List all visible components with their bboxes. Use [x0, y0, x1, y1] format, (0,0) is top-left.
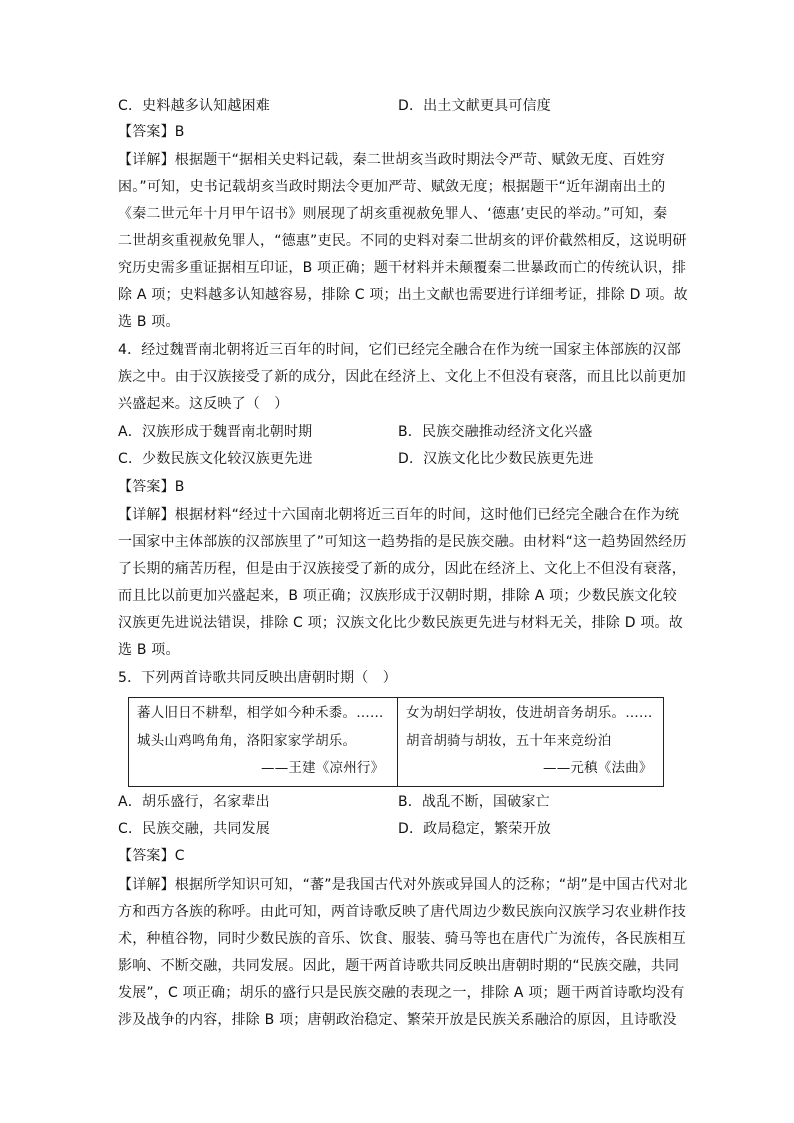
q4-explain-line: 而且比以前更加兴盛起来，B 项正确；汉族形成于汉朝时期，排除 A 项；少数民族文化较 — [118, 588, 677, 604]
q4-explain-line: 【详解】根据材料“经过十六国南北朝将近三百年的时间，这时他们已经完全融合在作为统 — [118, 507, 680, 523]
poem-left-line: 蕃人旧日不耕犁，相学如今种禾黍。…… — [137, 705, 384, 721]
q4-stem-line: 兴盛起来。这反映了（ ） — [118, 396, 289, 412]
q4-explain-line: 选 B 项。 — [118, 642, 180, 658]
q5-explain-line: 【详解】根据所学知识可知，“蕃”是我国古代对外族或异国人的泛称；“胡”是中国古代对北 — [118, 877, 688, 893]
q3-explain-line: 选 B 项。 — [118, 314, 180, 330]
q5-explain-line: 发展”，C 项正确；胡乐的盛行只是民族交融的表现之一，排除 A 项；题干两首诗歌均没有 — [118, 985, 685, 1001]
q3-explain-line: 【详解】根据题干“据相关史料记载，秦二世胡亥当政时期法令严苛、赋敛无度、百姓穷 — [118, 152, 666, 168]
q5-explain-line: 影响、不断交融，共同发展。因此，题干两首诗歌共同反映出唐朝时期的“民族交融，共同 — [118, 958, 680, 974]
q4-stem-line: 族之中。由于汉族接受了新的成分，因此在经济上、文化上不但没有衰落，而且比以前更加 — [118, 369, 686, 385]
q3-option-d: D．出土文献更具可信度 — [398, 98, 551, 114]
q4-stem-line: 4．经过魏晋南北朝将近三百年的时间，它们已经完全融合在作为统一国家主体部族的汉部 — [118, 342, 681, 358]
poem-left-line: 城头山鸡鸣角角，洛阳家家学胡乐。 — [137, 733, 357, 749]
q3-answer: 【答案】B — [118, 124, 185, 140]
q4-explain-line: 汉族更先进说法错误，排除 C 项；汉族文化比少数民族更先进与材料无关，排除 D 项。故 — [118, 615, 683, 631]
q5-explain-line: 方和西方各族的称呼。由此可知，两首诗歌反映了唐代周边少数民族向汉族学习农业耕作技 — [118, 904, 686, 920]
q5-stem: 5．下列两首诗歌共同反映出唐朝时期（ ） — [118, 670, 397, 686]
q3-explain-line: 困。”可知，史书记载胡亥当政时期法令更加严苛、赋敛无度；根据题干“近年湖南出土的 — [118, 179, 666, 195]
poem-right-line: 女为胡妇学胡妆，伎进胡音务胡乐。…… — [406, 705, 653, 721]
poem-right-line: 胡音胡骑与胡妆，五十年来竞纷泊 — [406, 733, 612, 749]
q5-option-b: B．战乱不断，国破家亡 — [398, 794, 550, 810]
q5-option-a: A．胡乐盛行，名家辈出 — [118, 794, 270, 810]
poem-table-divider — [397, 698, 398, 786]
q4-explain-line: 了长期的痛苦历程，但是由于汉族接受了新的成分，因此在经济上、文化上不但没有衰落， — [118, 561, 686, 577]
q3-explain-line: 究历史需多重证据相互印证，B 项正确；题干材料并未颠覆秦二世暴政而亡的传统认识，排 — [118, 260, 687, 276]
poem-right-source: ——元稹《法曲》 — [543, 760, 653, 776]
q4-option-a: A．汉族形成于魏晋南北朝时期 — [118, 424, 313, 440]
q3-explain-line: 二世胡亥重视赦免罪人，“德惠”吏民。不同的史料对秦二世胡亥的评价截然相反，这说明研 — [118, 233, 687, 249]
q3-explain-line: 除 A 项；史料越多认知越容易，排除 C 项；出土文献也需要进行详细考证，排除 D 项。故 — [118, 287, 688, 303]
q5-explain-line: 术，种植谷物，同时少数民族的音乐、饮食、服装、骑马等也在唐代广为流传，各民族相互 — [118, 931, 686, 947]
q3-option-c: C．史料越多认知越困难 — [118, 98, 270, 114]
q3-explain-line: 《秦二世元年十月甲午诏书》则展现了胡亥重视赦免罪人、‘德惠’吏民的举动。”可知，秦 — [118, 206, 668, 222]
q4-option-d: D．汉族文化比少数民族更先进 — [398, 451, 594, 467]
q5-option-c: C．民族交融，共同发展 — [118, 821, 270, 837]
q5-option-d: D．政局稳定，繁荣开放 — [398, 821, 551, 837]
poem-left-source: ——王建《凉州行》 — [261, 760, 385, 776]
q4-answer: 【答案】B — [118, 479, 185, 495]
q5-answer: 【答案】C — [118, 848, 185, 864]
q4-option-b: B．民族交融推动经济文化兴盛 — [398, 424, 593, 440]
q4-explain-line: 一国家中主体部族的汉部族里了”可知这一趋势指的是民族交融。由材料“这一趋势固然经历 — [118, 534, 687, 550]
q5-explain-line: 涉及战争的内容，排除 B 项；唐朝政治稳定、繁荣开放是民族关系融洽的原因，且诗歌没 — [118, 1012, 677, 1028]
q4-option-c: C．少数民族文化较汉族更先进 — [118, 451, 313, 467]
poem-table — [128, 697, 664, 787]
